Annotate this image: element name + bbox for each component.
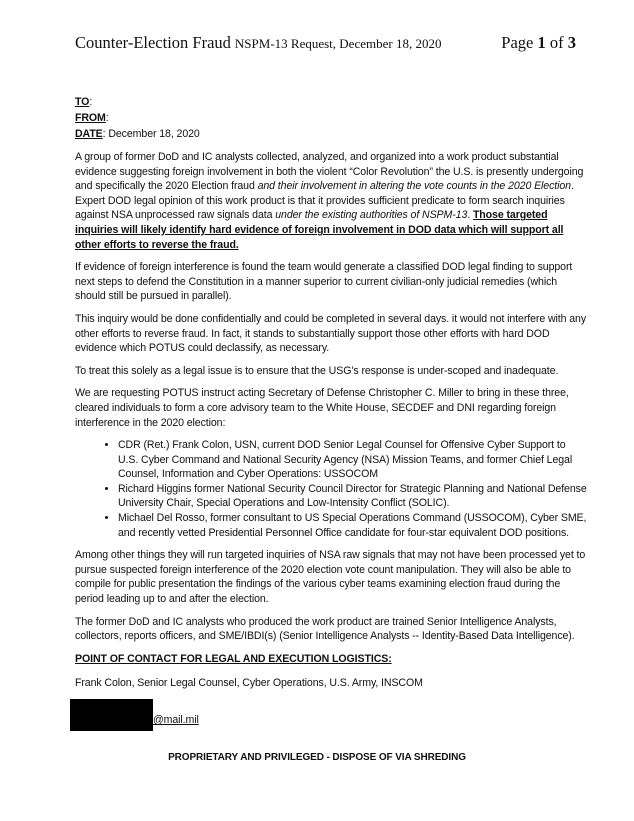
to-line: TO: [75, 96, 93, 108]
email-link[interactable]: @mail.mil [153, 714, 199, 727]
page-footer: PROPRIETARY AND PRIVILEGED - DISPOSE OF VIA SHREDING [168, 752, 466, 763]
list-item: • Michael Del Rosso, former consultant to US Special Operations Command (USSOCOM), Cyber SME, and recently vetted Presidential Personnel Office candidate for four-star equivalent DOD positions. [118, 511, 587, 540]
poc-name: Frank Colon, Senior Legal Counsel, Cyber Operations, U.S. Army, INSCOM [75, 677, 423, 690]
paragraph-2: If evidence of foreign interference is found the team would generate a classified DOD legal finding to support next steps to defend the Constitution in a manner superior to current civilian-only judicial remedies (which should still be pursued in parallel). [75, 261, 573, 303]
paragraph-6: Among other things they will run targeted inquiries of NSA raw signals that may not have been processed yet to pursue suspected foreign interference of the 2020 election vote count manipulation. They will also be able to compile for public presentation the findings of the various cyber teams examining election fraud during the period leading up to and after the election. [75, 549, 586, 606]
document-title: Counter-Election Fraud NSPM-13 Request, December 18, 2020 [75, 33, 442, 52]
page-number: Page 1 of 3 [501, 33, 576, 52]
paragraph-3: This inquiry would be done confidentially and could be completed in several days. it would not interfere with any other efforts to reverse fraud. In fact, it stands to substantially support those other efforts with hard DOD evidence which POTUS could declassify, as necessary. [75, 312, 587, 355]
poc-heading: POINT OF CONTACT FOR LEGAL AND EXECUTION LOGISTICS: [75, 652, 392, 665]
page-header [75, 33, 576, 53]
list-item: • Richard Higgins former National Security Council Director for Strategic Planning and National Defense University Chair, Special Operations and Low-Intensity Conflict (SOLIC). [118, 482, 587, 511]
date-line: DATE: December 18, 2020 [75, 128, 200, 140]
paragraph-5: We are requesting POTUS instruct acting Secretary of Defense Christopher C. Miller to bring in these three, cleared individuals to form a core advisory team to the White House, SECDEF and DNI regarding foreign interference in the 2020 election: [75, 387, 569, 429]
paragraph-4: To treat this solely as a legal issue is to ensure that the USG’s response is under-scoped and inadequate. [75, 364, 559, 377]
from-line: FROM: [75, 112, 109, 124]
list-item: • CDR (Ret.) Frank Colon, USN, current DOD Senior Legal Counsel for Offensive Cyber Support to U.S. Cyber Command and National Security Agency (NSA) Mission Teams, and former Chief Legal Counsel, Information and Cyber Operations: USSOCOM [118, 438, 587, 482]
email-row [70, 699, 587, 731]
redaction-box [70, 699, 153, 731]
paragraph-1: A group of former DoD and IC analysts collected, analyzed, and organized into a work product substantial evidence suggesting foreign involvement in both the violent “Color Revolution” the U.S. is presently undergoing and specifically the 2020 Election fraud and their involvement in altering the vote counts in the 2020 Election. Expert DOD legal opinion of this work product is that it provides sufficient predicate to form search inquiries against NSA unprocessed raw signals data under the existing authorities of NSPM-13. Those targeted inquiries will likely identify hard evidence of foreign involvement in DOD data which will support all other efforts to reverse the fraud. [75, 151, 584, 251]
memo-header [75, 94, 587, 142]
paragraph-7: The former DoD and IC analysts who produced the work product are trained Senior Intelligence Analysts, collectors, reports officers, and SME/IBDI(s) (Senior Intelligence Analysts -- Identity-Based Data Intelligence). [75, 615, 575, 643]
advisor-list [75, 438, 587, 540]
